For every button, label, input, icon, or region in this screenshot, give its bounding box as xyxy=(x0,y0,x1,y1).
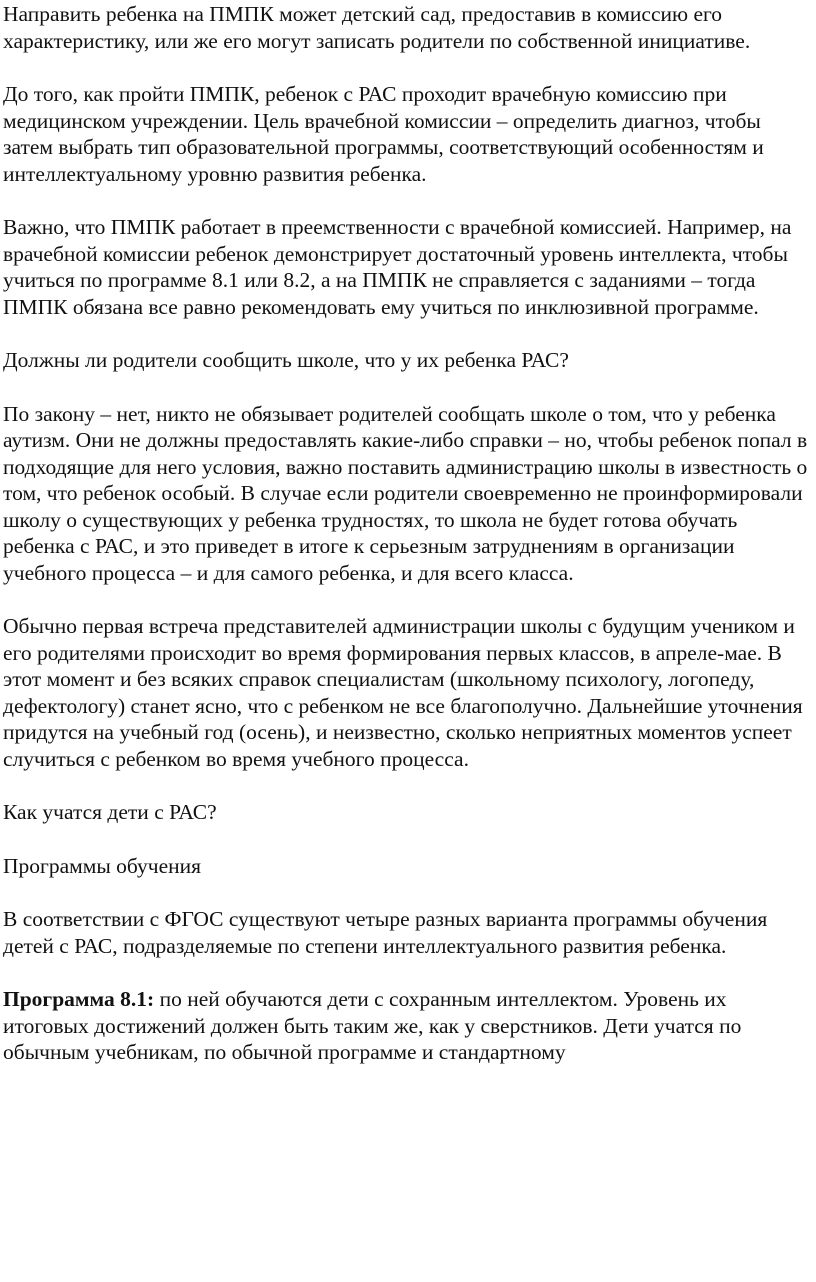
paragraph-fgos-variants: В соответствии с ФГОС существуют четыре разных варианта программы обучения детей с РАС, подразделяемые по степени интеллектуального развития ребенка. xyxy=(3,907,768,958)
paragraph-first-meeting: Обычно первая встреча представителей администрации школы с будущим учеником и его родителями происходит во время формирования первых классов, в апреле-мае. В этот момент и без всяких справок специалистам (школьному психологу, логопеду, дефектологу) станет ясно, что с ребенком не все благополучно. Дальнейшие уточнения придутся на учебный год (осень), и неизвестно, сколько неприятных моментов успеет случиться с ребенком во время учебного процесса. xyxy=(3,614,803,771)
program-8-1-text: по ней обучаются дети с сохранным интеллектом. Уровень их итоговых достижений должен быть таким же, как у сверстников. Дети учатся по обычным учебникам, по обычной программе и стандартному xyxy=(3,987,742,1064)
heading-education-programs: Программы обучения xyxy=(3,853,202,878)
paragraph-referral: Направить ребенка на ПМПК может детский сад, предоставив в комиссию его характеристику, или же его могут записать родители по собственной инициативе. xyxy=(3,2,751,53)
paragraph-medical-commission: До того, как пройти ПМПК, ребенок с РАС проходит врачебную комиссию при медицинском учреждении. Цель врачебной комиссии – определить диагноз, чтобы затем выбрать тип образовательной программы, соответствующий особенностям и интеллектуальному уровню развития ребенка. xyxy=(3,82,764,186)
heading-how-children-learn: Как учатся дети с РАС? xyxy=(3,800,217,824)
heading-should-parents-inform: Должны ли родители сообщить школе, что у их ребенка РАС? xyxy=(3,348,569,372)
program-8-1-label: Программа 8.1: xyxy=(3,987,155,1011)
paragraph-by-law: По закону – нет, никто не обязывает родителей сообщать школе о том, что у ребенка аутизм. Они не должны предоставлять какие-либо справки – но, чтобы ребенок попал в подходящие для него условия, важно поставить администрацию школы в известность о том, что ребенок особый. В случае если родители своевременно не проинформировали школу о существующих у ребенка трудностях, то школа не будет готова обучать ребенка с РАС, и это приведет в итоге к серьезным затруднениям в организации учебного процесса – и для самого ребенка, и для всего класса. xyxy=(3,401,808,585)
paragraph-program-8-1 xyxy=(3,986,811,1066)
paragraph-continuity: Важно, что ПМПК работает в преемственности с врачебной комиссией. Например, на врачебной комиссии ребенок демонстрирует достаточный уровень интеллекта, чтобы учиться по программе 8.1 или 8.2, а на ПМПК не справляется с заданиями – тогда ПМПК обязана все равно рекомендовать ему учиться по инклюзивной программе. xyxy=(3,215,792,319)
document-page xyxy=(3,0,811,1093)
